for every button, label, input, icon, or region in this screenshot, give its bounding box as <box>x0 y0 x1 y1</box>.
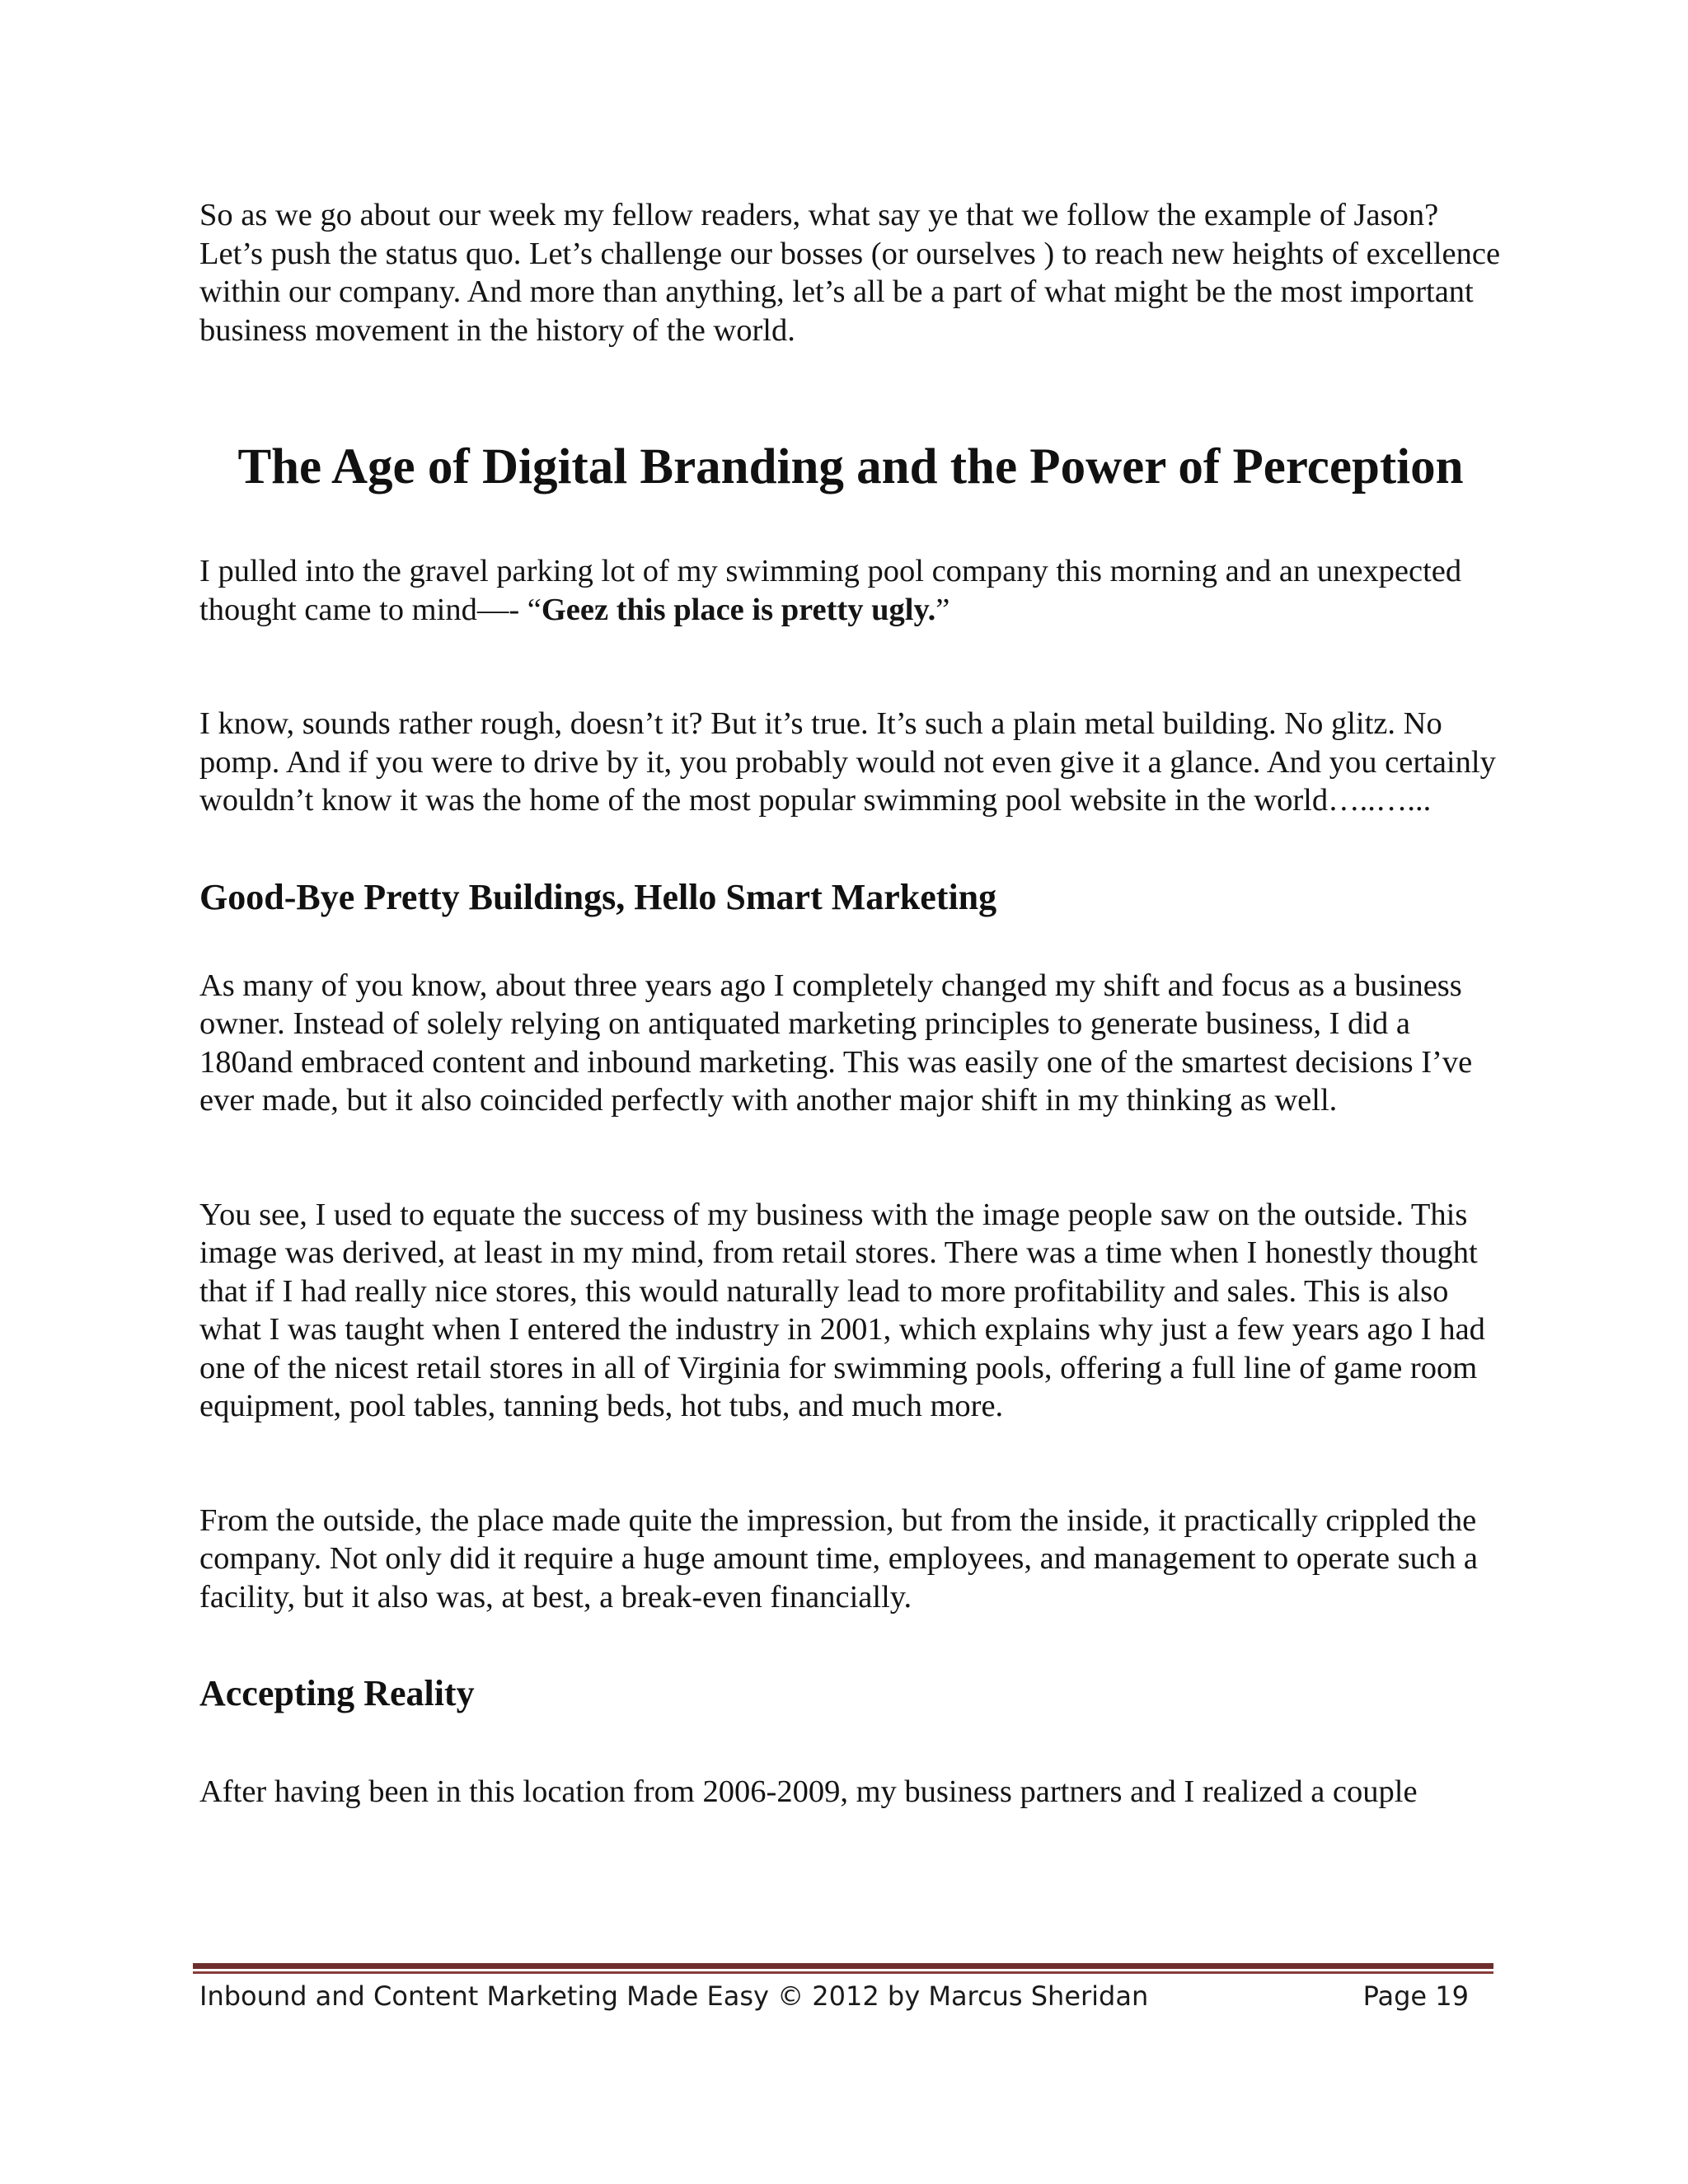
intro-paragraph: So as we go about our week my fellow readers, what say ye that we follow the example of Jason? Let’s push the status quo. Let’s challenge our bosses (or ourselves ) to reach new heights of excellence within our company. And more than anything, let’s all be a part of what might be the most important business movement in the history of the world. <box>199 198 1501 348</box>
opening-bold-quote: Geez this place is pretty ugly. <box>541 592 936 627</box>
section-heading-accepting: Accepting Reality <box>199 1673 475 1713</box>
page-footer <box>199 1980 1469 2013</box>
footer-rule-thick <box>193 1963 1493 1969</box>
footer-page-number: Page 19 <box>1362 1980 1469 2012</box>
footer-rule-thin <box>193 1971 1493 1974</box>
accepting-paragraph: After having been in this location from 2006-2009, my business partners and I realized a couple <box>199 1774 1418 1809</box>
footer-rule <box>193 1963 1493 1976</box>
page-content <box>199 196 1502 1811</box>
goodbye-paragraph-2: You see, I used to equate the success of my business with the image people saw on the outside. This image was derived, at least in my mind, from retail stores. There was a time when I honestly thought that if I had really nice stores, this would naturally lead to more profitability and sales. This is also what I was taught when I entered the industry in 2001, which explains why just a few years ago I had one of the nicest retail stores in all of Virginia for swimming pools, offering a full line of game room equipment, pool tables, tanning beds, hot tubs, and much more. <box>199 1197 1485 1423</box>
goodbye-paragraph-3: From the outside, the place made quite the impression, but from the inside, it practically crippled the company. Not only did it require a huge amount time, employees, and management to operate such a facility, but it also was, at best, a break-even financially. <box>199 1502 1478 1615</box>
footer-book-credit: Inbound and Content Marketing Made Easy © 2012 by Marcus Sheridan <box>199 1980 1149 2012</box>
section-heading-goodbye: Good-Bye Pretty Buildings, Hello Smart Marketing <box>199 876 997 917</box>
opening-close-quote: ” <box>935 592 950 627</box>
chapter-opening-paragraph <box>199 552 1502 629</box>
goodbye-paragraph-1: As many of you know, about three years ago I completely changed my shift and focus as a business owner. Instead of solely relying on antiquated marketing principles to generate business, I did a 180and embraced content and inbound marketing. This was easily one of the smartest decisions I’ve ever made, but it also coincided perfectly with another major shift in my thinking as well. <box>199 968 1473 1118</box>
chapter-title: The Age of Digital Branding and the Power of Perception <box>237 439 1464 494</box>
opening-text: I pulled into the gravel parking lot of my swimming pool company this morning and an unexpected thought came to mind—- “ <box>199 554 1462 627</box>
chapter-paragraph-2: I know, sounds rather rough, doesn’t it? But it’s true. It’s such a plain metal building. No glitz. No pomp. And if you were to drive by it, you probably would not even give it a glance. And you certainly wouldn’t know it was the home of the most popular swimming pool website in the world…..…... <box>199 706 1496 818</box>
